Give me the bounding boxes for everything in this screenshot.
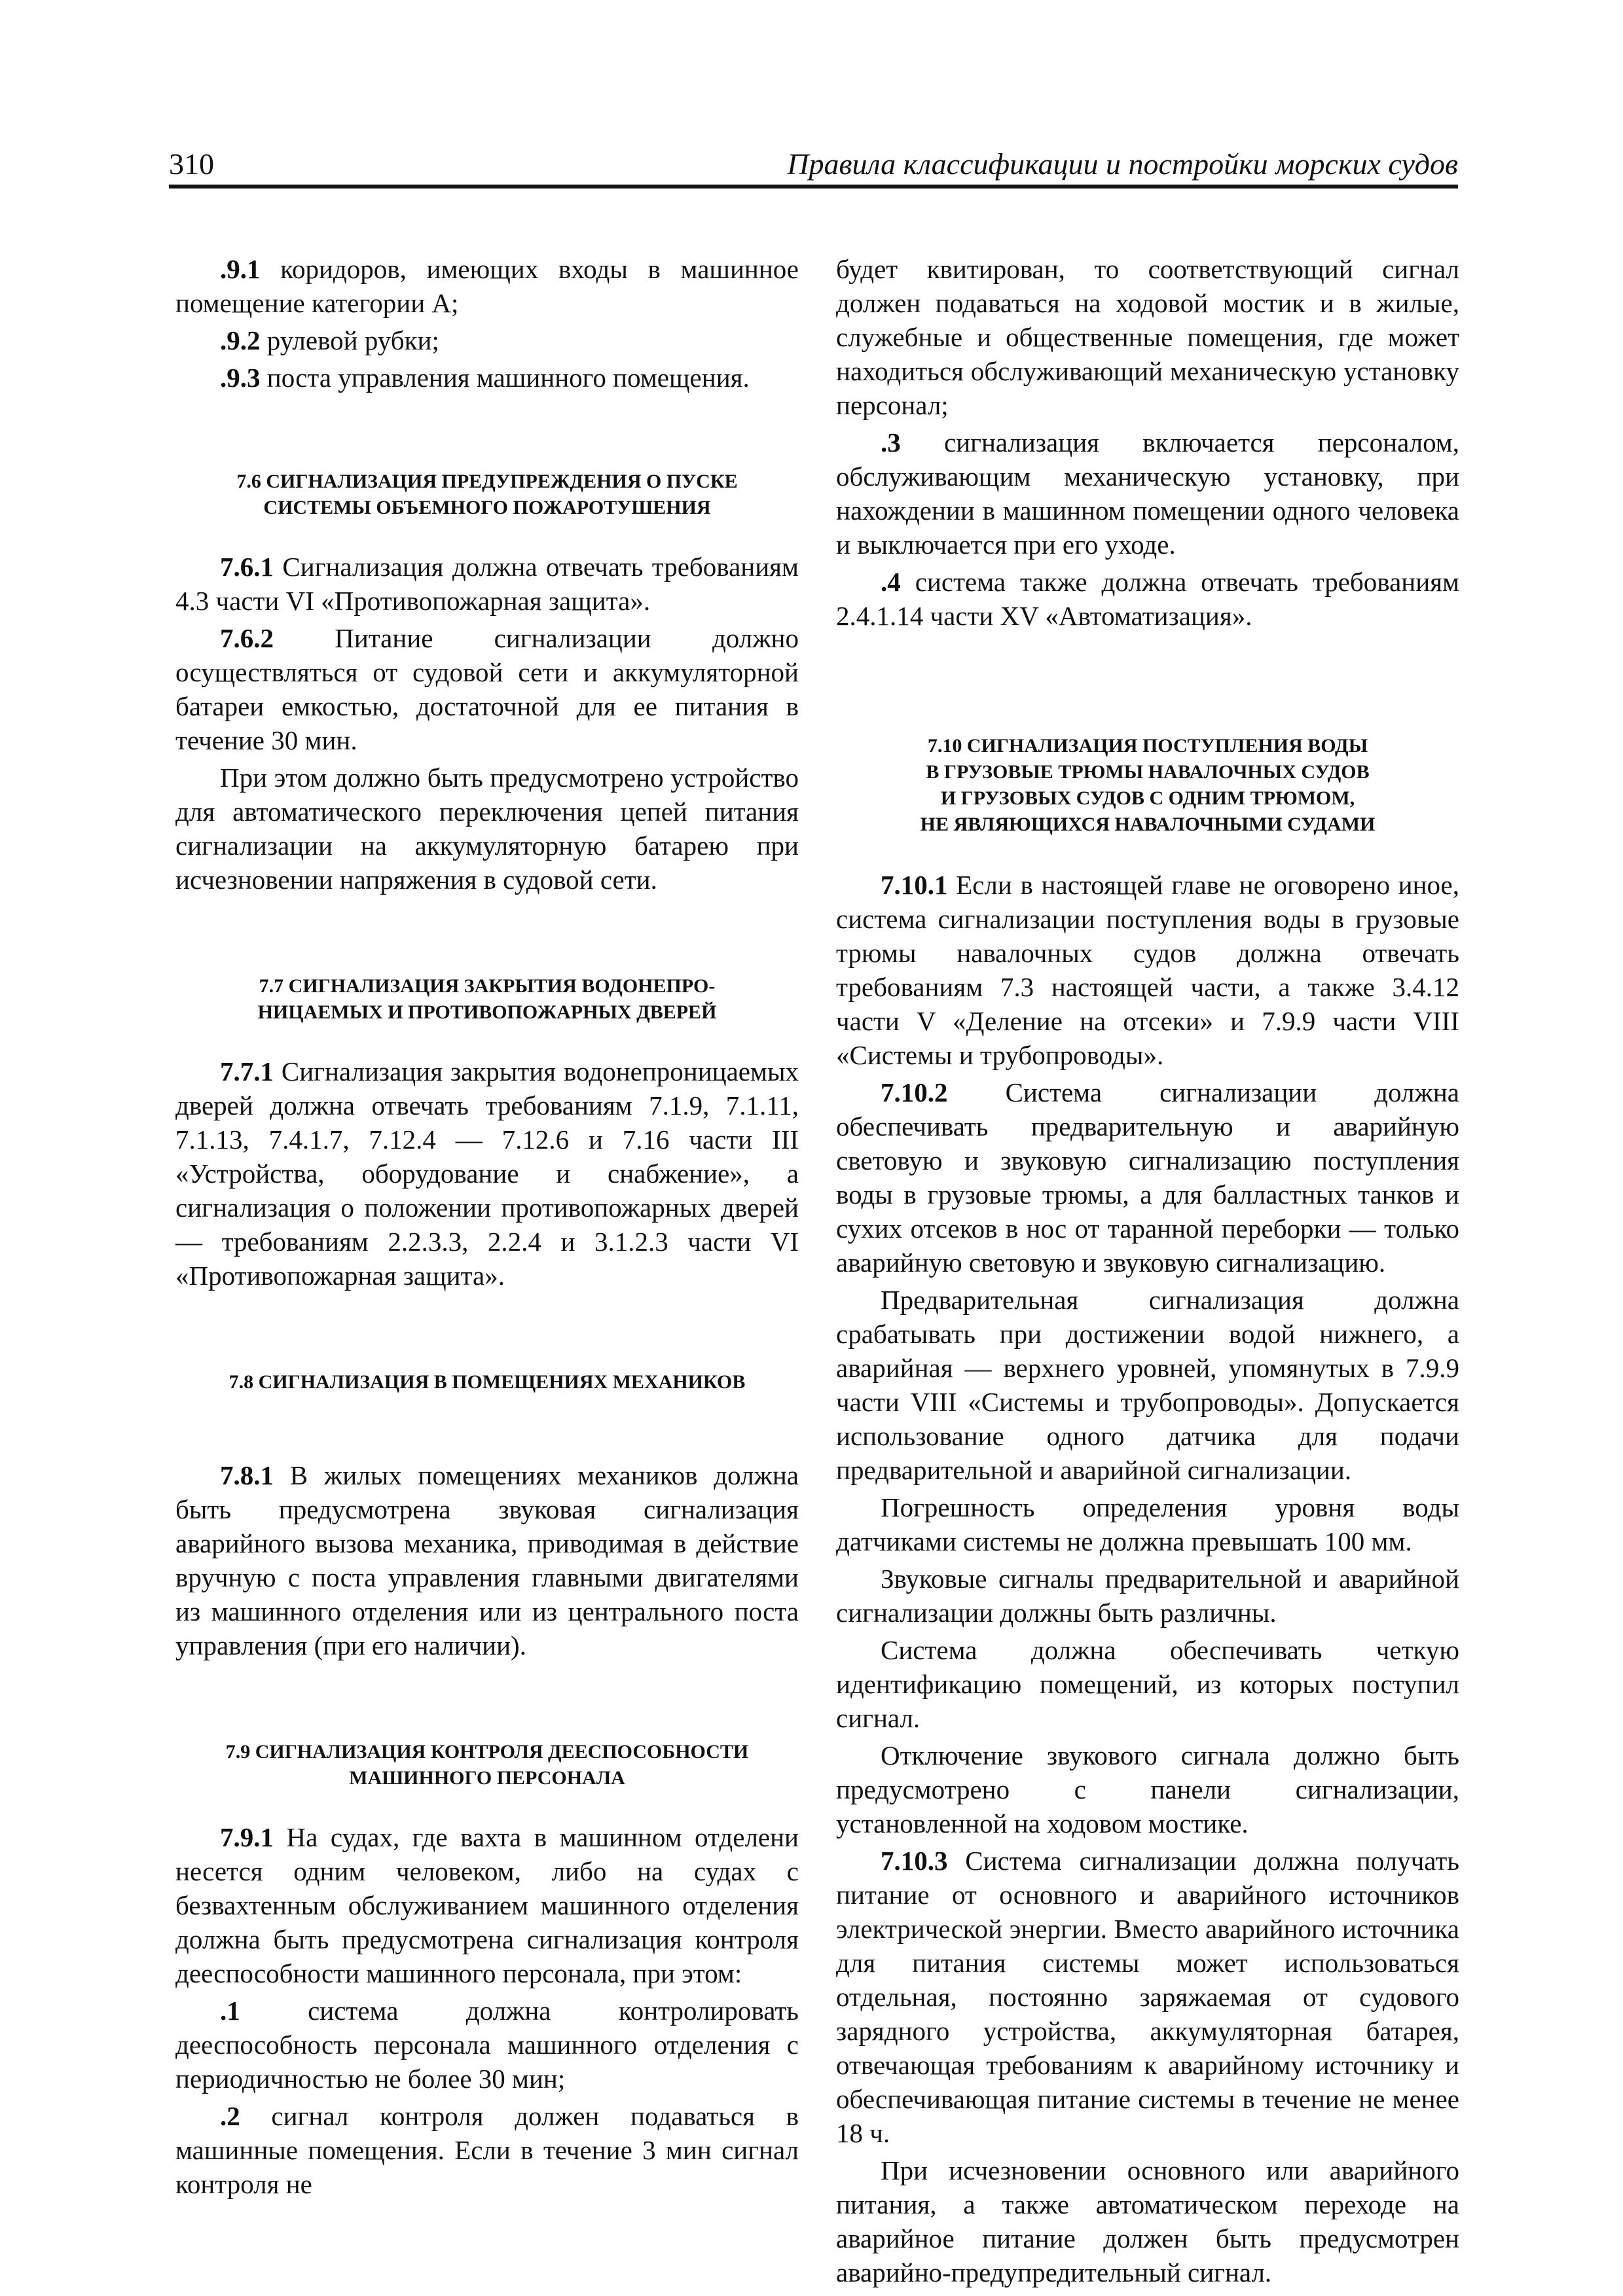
paragraph-7-7-1 <box>175 1054 799 1293</box>
clause-number: 7.10.3 <box>881 1846 948 1876</box>
clause-text: Система сигнализации должна получать питание от основного и аварийного источников электрической энергии. Вместо аварийного источника для питания системы может использоваться отдельная, постоянно заряжаемая от судового зарядного устройства, аккумуляторная батарея, отвечающая требованиям к аварийному источнику и обеспечивающая питание системы в течение не менее 18 ч. <box>836 1846 1459 2148</box>
running-title: Правила классификации и постройки морских судов <box>787 147 1458 181</box>
heading-line: В ГРУЗОВЫЕ ТРЮМЫ НАВАЛОЧНЫХ СУДОВ <box>926 761 1370 783</box>
clause-number: .3 <box>881 427 901 457</box>
paragraph-item-2 <box>175 2099 799 2201</box>
paragraph-7-10-2-c: Звуковые сигналы предварительной и аварийной сигнализации должны быть различны. <box>836 1564 1459 1628</box>
clause-text: система должна контролировать дееспособность персонала машинного отделения с периодичностью не более 30 мин; <box>175 1996 799 2094</box>
section-heading-7-9 <box>175 1739 799 1791</box>
clause-number: 7.10.1 <box>881 870 948 900</box>
paragraph-item-1 <box>175 1994 799 2096</box>
clause-text: рулевой рубки; <box>260 325 439 355</box>
clause-text: коридоров, имеющих входы в машинное помещение категории А; <box>175 254 799 318</box>
heading-line: 7.8 СИГНАЛИЗАЦИЯ В ПОМЕЩЕНИЯХ МЕХАНИКОВ <box>228 1371 746 1393</box>
clause-text: Питание сигнализации должно осуществляться от судовой сети и аккумуляторной батареи емкостью, достаточной для ее питания в течение 30 мин. <box>175 623 799 755</box>
paragraph-7-6-2 <box>175 621 799 757</box>
paragraph-7-10-2-d: Система должна обеспечивать четкую идентификацию помещений, из которых поступил сигнал. <box>836 1635 1459 1733</box>
section-heading-7-6 <box>175 469 799 521</box>
heading-line: 7.6 СИГНАЛИЗАЦИЯ ПРЕДУПРЕЖДЕНИЯ О ПУСКЕ <box>236 471 738 492</box>
paragraph-7-10-2-a: Предварительная сигнализация должна срабатывать при достижении водой нижнего, а аварийная — верхнего уровней, упомянутых в 7.9.9 части VIII «Системы и трубопроводы». Допускается использование одного датчика для подачи предварительной и аварийной сигнализации. <box>836 1285 1459 1485</box>
clause-number: 7.6.2 <box>220 623 274 653</box>
paragraph-9-1 <box>175 252 799 320</box>
page-number: 310 <box>169 147 214 181</box>
clause-number: 7.9.1 <box>220 1822 274 1852</box>
clause-number: .4 <box>881 567 901 597</box>
paragraph-7-6-2-cont: При этом должно быть предусмотрено устройство для автоматического переключения цепей питания сигнализации на аккумуляторную батарею при исчезновении напряжения в судовой сети. <box>175 762 799 895</box>
paragraph-7-10-3 <box>836 1844 1459 2150</box>
section-heading-7-8 <box>175 1369 799 1395</box>
paragraph-7-9-1 <box>175 1820 799 1990</box>
clause-number: .2 <box>220 2101 240 2131</box>
clause-number: .9.3 <box>220 363 261 393</box>
heading-line: 7.9 СИГНАЛИЗАЦИЯ КОНТРОЛЯ ДЕЕСПОСОБНОСТИ <box>225 1741 749 1763</box>
header-rule <box>169 185 1458 188</box>
paragraph-9-2 <box>175 323 799 357</box>
paragraph-item-3 <box>836 425 1459 562</box>
clause-number: .1 <box>220 1996 240 2026</box>
clause-text: На судах, где вахта в машинном отделени несется одним человеком, либо на судах с безвахтенным обслуживанием машинного отделения должна быть предусмотрена сигнализация контроля дееспособности машинного персонала, при этом: <box>175 1822 799 1988</box>
clause-text: Если в настоящей главе не оговорено иное, система сигнализации поступления воды в грузовые трюмы навалочных судов должна отвечать требованиям 7.3 настоящей части, а также 3.4.12 части V «Деление на отсеки» и 7.9.9 части VIII «Системы и трубопроводы». <box>836 870 1459 1070</box>
heading-line: 7.10 СИГНАЛИЗАЦИЯ ПОСТУПЛЕНИЯ ВОДЫ <box>927 735 1368 757</box>
paragraph-item-2-cont: будет квитирован, то соответствующий сигнал должен подаваться на ходовой мостик и в жилые, служебные и общественные помещения, где может находиться обслуживающий механическую установку персонал; <box>836 254 1459 420</box>
clause-number: .9.1 <box>220 254 261 284</box>
heading-line: СИСТЕМЫ ОБЪЕМНОГО ПОЖАРОТУШЕНИЯ <box>263 497 711 518</box>
clause-text: сигнал контроля должен подаваться в машинные помещения. Если в течение 3 мин сигнал контроля не <box>175 2101 799 2199</box>
clause-text: система также должна отвечать требованиям 2.4.1.14 части XV «Автоматизация». <box>836 567 1459 631</box>
paragraph-7-10-2-b: Погрешность определения уровня воды датчиками системы не должна превышать 100 мм. <box>836 1492 1459 1556</box>
clause-number: 7.7.1 <box>220 1056 274 1086</box>
section-heading-7-7 <box>175 973 799 1026</box>
clause-number: .9.2 <box>220 325 261 355</box>
clause-text: поста управления машинного помещения. <box>260 363 750 393</box>
paragraph-9-3 <box>175 361 799 395</box>
section-heading-7-10 <box>836 733 1459 838</box>
paragraph-7-10-2-e: Отключение звукового сигнала должно быть предусмотрено с панели сигнализации, установленной на ходовом мостике. <box>836 1740 1459 1839</box>
heading-line: МАШИННОГО ПЕРСОНАЛА <box>349 1767 625 1789</box>
left-column <box>175 252 799 2204</box>
clause-number: 7.8.1 <box>220 1460 274 1490</box>
heading-line: И ГРУЗОВЫХ СУДОВ С ОДНИМ ТРЮМОМ, <box>940 787 1355 809</box>
clause-text: сигнализация включается персоналом, обслуживающим механическую установку, при нахождении в машинном помещении одного человека и выключается при его уходе. <box>836 427 1459 560</box>
clause-number: 7.10.2 <box>881 1077 948 1107</box>
right-column <box>836 252 1459 2293</box>
clause-text: Система сигнализации должна обеспечивать предварительную и аварийную световую и звуковую сигнализацию поступления воды в грузовые трюмы, а для балластных танков и сухих отсеков в нос от таранной переборки — только аварийную световую и звуковую сигнализацию. <box>836 1077 1459 1278</box>
clause-text: В жилых помещениях механиков должна быть предусмотрена звуковая сигнализация аварийного вызова механика, приводимая в действие вручную с поста управления главными двигателями из машинного отделения или из центрального поста управления (при его наличии). <box>175 1460 799 1660</box>
paragraph-7-10-1 <box>836 868 1459 1072</box>
paragraph-item-4 <box>836 565 1459 633</box>
clause-number: 7.6.1 <box>220 552 274 582</box>
paragraph-7-10-3-a: При исчезновении основного или аварийного питания, а также автоматическом переходе на аварийное питание должен быть предусмотрен аварийно-предупредительный сигнал. <box>836 2155 1459 2287</box>
heading-line: НЕ ЯВЛЯЮЩИХСЯ НАВАЛОЧНЫМИ СУДАМИ <box>920 814 1376 835</box>
clause-text: Сигнализация должна отвечать требованиям 4.3 части VI «Противопожарная защита». <box>175 552 799 616</box>
paragraph-7-6-1 <box>175 550 799 618</box>
heading-line: НИЦАЕМЫХ И ПРОТИВОПОЖАРНЫХ ДВЕРЕЙ <box>257 1001 717 1023</box>
clause-text: Сигнализация закрытия водонепроницаемых дверей должна отвечать требованиям 7.1.9, 7.1.11, 7.1.13, 7.4.1.7, 7.12.4 — 7.12.6 и 7.16 части III «Устройства, оборудование и снабжение», а сигнализация о положении противопожарных дверей — требованиям 2.2.3.3, 2.2.4 и 3.1.2.3 части VI «Противопожарная защита». <box>175 1056 799 1291</box>
paragraph-7-10-2 <box>836 1075 1459 1280</box>
heading-line: 7.7 СИГНАЛИЗАЦИЯ ЗАКРЫТИЯ ВОДОНЕПРО- <box>259 975 716 997</box>
paragraph-7-8-1 <box>175 1458 799 1662</box>
